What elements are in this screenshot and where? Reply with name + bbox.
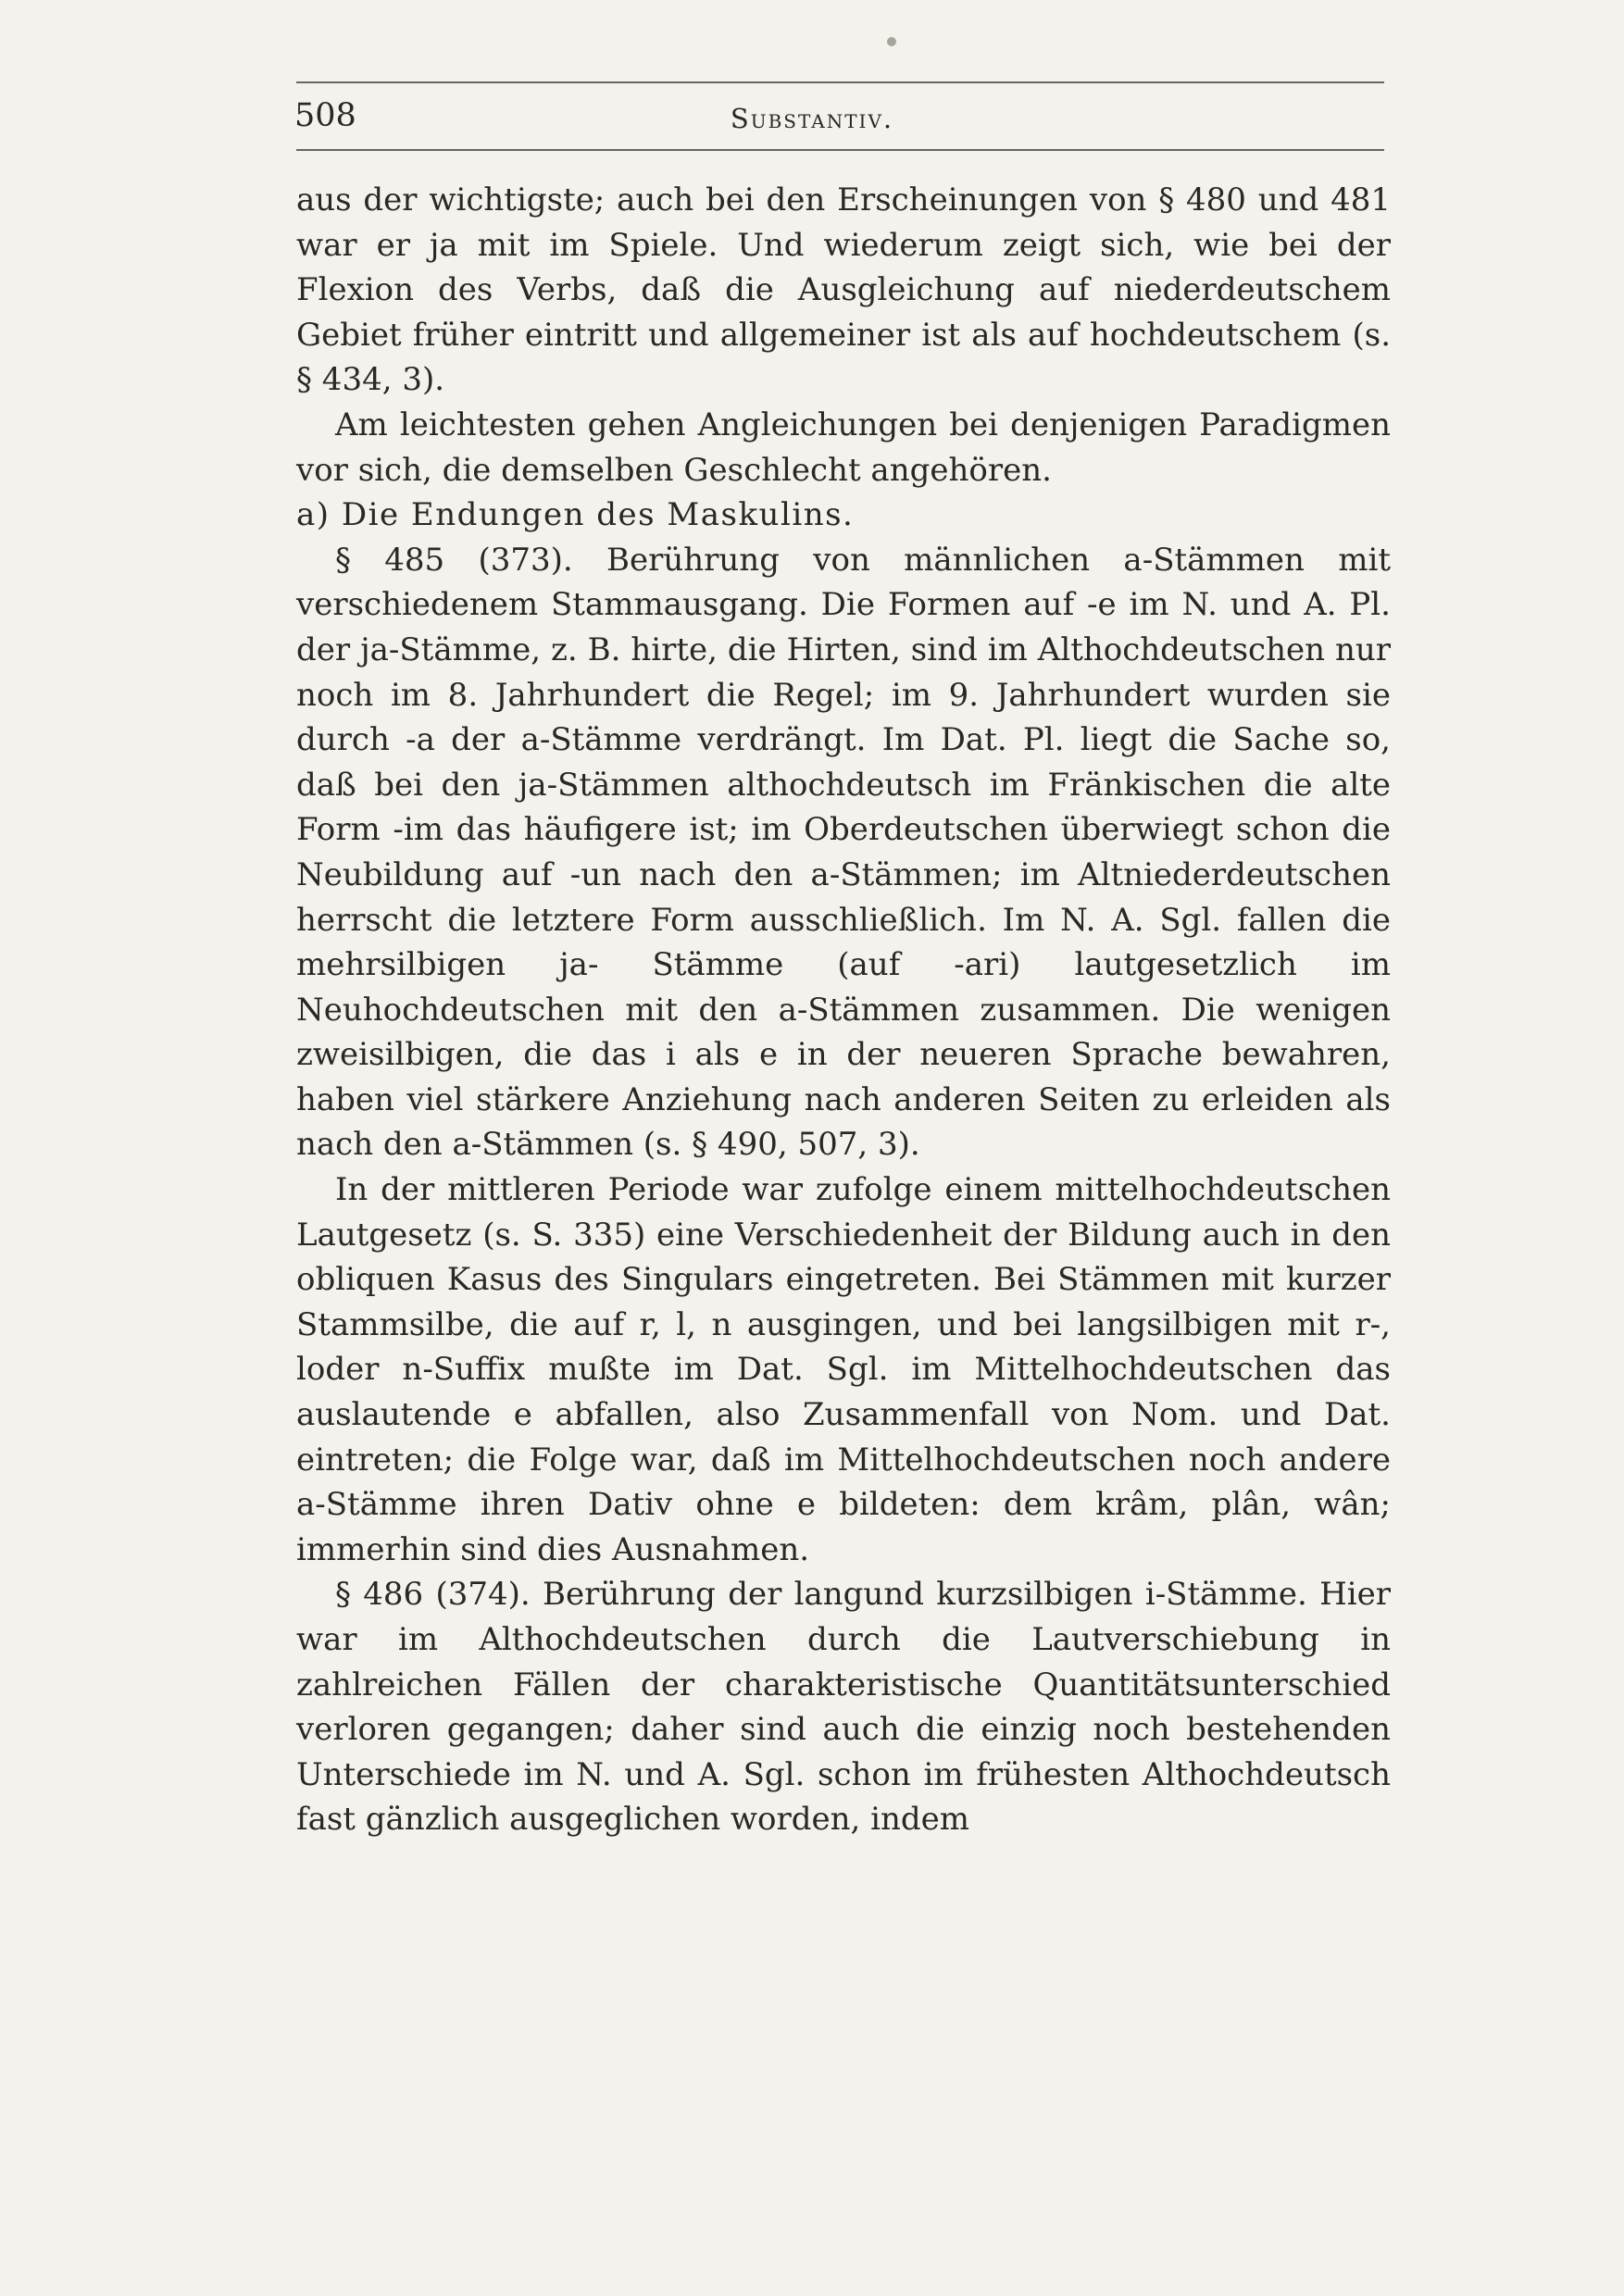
section-title: a) Die Endungen des Maskulins. xyxy=(296,496,855,534)
paragraph-486: § 486 (374). Berührung der langund kurzsilbigen i-Stämme. Hier war im Althochdeutschen durch die Lautverschiebung in zahlreichen Fällen der charakteristische Quantitätsunterschied verloren gegangen; daher sind auch die einzig noch bestehenden Unterschiede im N. und A. Sgl. schon im frühesten Althochdeutsch fast gänzlich ausgeglichen worden, indem xyxy=(296,1576,1391,1839)
paragraph-2: Am leichtesten gehen Angleichungen bei denjenigen Paradigmen vor sich, die demselben Geschlecht angehören. xyxy=(296,406,1391,489)
page-body xyxy=(296,178,1391,1842)
paragraph-4: In der mittleren Periode war zufolge einem mittelhochdeutschen Lautgesetz (s. S. 335) eine Verschiedenheit der Bildung auch in den obliquen Kasus des Singulars eingetreten. Bei Stämmen mit kurzer Stammsilbe, die auf r, l, n ausgingen, und bei langsilbigen mit r-, loder n-Suffix mußte im Dat. Sgl. im Mittelhochdeutschen das auslautende e abfallen, also Zusammenfall von Nom. und Dat. eintreten; die Folge war, daß im Mittelhochdeutschen noch andere a-Stämme ihren Dativ ohne e bildeten: dem krâm, plân, wân; immerhin sind dies Ausnahmen. xyxy=(296,1171,1391,1568)
paragraph-485: § 485 (373). Berührung von männlichen a-Stämmen mit verschiedenem Stammausgang. Die Formen auf -e im N. und A. Pl. der ja-Stämme, z. B. hirte, die Hirten, sind im Althochdeutschen nur noch im 8. Jahrhundert die Regel; im 9. Jahrhundert wurden sie durch -a der a-Stämme verdrängt. Im Dat. Pl. liegt die Sache so, daß bei den ja-Stämmen althochdeutsch im Fränkischen die alte Form -im das häufigere ist; im Oberdeutschen überwiegt schon die Neubildung auf -un nach den a-Stämmen; im Altniederdeutschen herrscht die letztere Form ausschließlich. Im N. A. Sgl. fallen die mehrsilbigen ja- Stämme (auf -ari) lautgesetzlich im Neuhochdeutschen mit den a-Stämmen zusammen. Die wenigen zweisilbigen, die das i als e in der neueren Sprache bewahren, haben viel stärkere Anziehung nach anderen Seiten zu erleiden als nach den a-Stämmen (s. § 490, 507, 3). xyxy=(296,541,1391,1164)
running-title: Substantiv. xyxy=(730,103,894,134)
header-rule-bottom xyxy=(296,149,1384,151)
page-number: 508 xyxy=(294,97,356,134)
header-rule-top xyxy=(296,81,1384,83)
paragraph-1: aus der wichtigste; auch bei den Erscheinungen von § 480 und 481 war er ja mit im Spiele. Und wiederum zeigt sich, wie bei der Flexion des Verbs, daß die Ausgleichung auf niederdeutschem Gebiet früher eintritt und allgemeiner ist als auf hochdeutschem (s. § 434, 3). xyxy=(296,181,1391,399)
ink-spot xyxy=(887,37,896,46)
